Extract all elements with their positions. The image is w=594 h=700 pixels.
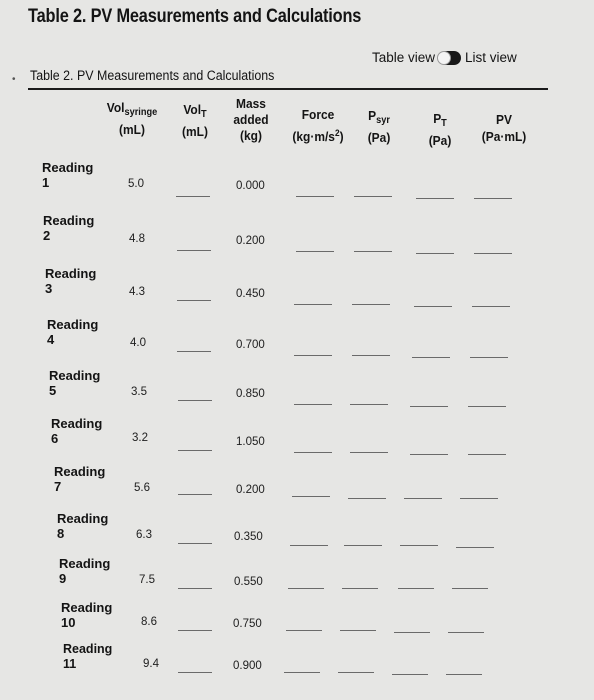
mass-value: 0.750 [233,618,262,630]
table-view-label[interactable]: Table view [372,50,436,65]
table-row [0,598,594,648]
header-mass-added: Mass added (kg) [233,96,269,143]
header-vol-t: Vol$_T$ (mL) [182,102,208,139]
table-row [0,315,594,365]
force-blank[interactable] [294,304,332,305]
view-toggle[interactable] [372,50,517,65]
row-label: Reading 1 [42,160,94,190]
header-pv: PV (Pa·mL) [481,112,527,144]
force-blank[interactable] [296,251,334,252]
page-title: Table 2. PV Measurements and Calculations [28,6,362,27]
pv-blank[interactable] [446,674,482,675]
p-syr-blank[interactable] [348,498,386,499]
vol-syringe-value: 3.5 [131,386,147,398]
vol-t-blank[interactable] [177,250,211,251]
pv-blank[interactable] [456,547,494,548]
vol-syringe-value: 4.0 [130,337,146,349]
table-row [0,642,594,692]
row-label: Reading 8 [57,511,109,541]
pv-blank[interactable] [460,498,498,499]
table-row [0,366,594,416]
force-blank[interactable] [292,496,330,497]
pv-blank[interactable] [474,253,512,254]
table-row [0,264,594,314]
vol-syringe-value: 6.3 [136,529,152,541]
vol-t-blank[interactable] [178,450,212,451]
row-label: Reading 4 [47,317,99,347]
mass-value: 1.050 [236,436,265,448]
force-blank[interactable] [284,672,320,673]
row-label: Reading 9 [59,556,111,586]
p-t-blank[interactable] [410,454,448,455]
p-t-blank[interactable] [404,498,442,499]
p-t-blank[interactable] [394,632,430,633]
force-blank[interactable] [294,452,332,453]
table-row [0,509,594,559]
vol-t-blank[interactable] [178,494,212,495]
vol-syringe-value: 5.0 [128,178,144,190]
header-p-syr: $P_{syr}$ (Pa) [367,108,391,145]
force-blank[interactable] [296,196,334,197]
table-row [0,158,594,208]
mass-value: 0.200 [236,484,265,496]
p-t-blank[interactable] [400,545,438,546]
list-view-label[interactable]: List view [465,50,517,65]
mass-value: 0.550 [234,576,263,588]
row-label: Reading 2 [43,213,95,243]
p-syr-blank[interactable] [340,630,376,631]
p-syr-blank[interactable] [350,404,388,405]
p-t-blank[interactable] [414,306,452,307]
mass-value: 0.450 [236,288,265,300]
vol-t-blank[interactable] [178,588,212,589]
vol-syringe-value: 4.3 [129,286,145,298]
vol-syringe-value: 8.6 [141,616,157,628]
header-vol-syringe: Vol$_{syringe}$ (mL) [106,100,158,137]
vol-syringe-value: 9.4 [143,658,159,670]
pv-blank[interactable] [448,632,484,633]
pv-blank[interactable] [470,357,508,358]
p-syr-blank[interactable] [342,588,378,589]
vol-t-blank[interactable] [178,543,212,544]
vol-syringe-value: 7.5 [139,574,155,586]
header-p-t: $P_T$ (Pa) [428,111,452,148]
force-blank[interactable] [294,355,332,356]
vol-syringe-value: 3.2 [132,432,148,444]
view-toggle-switch[interactable] [439,51,461,65]
vol-t-blank[interactable] [176,196,210,197]
p-t-blank[interactable] [392,674,428,675]
bullet-dot: • [12,74,16,85]
p-t-blank[interactable] [416,198,454,199]
pv-blank[interactable] [472,306,510,307]
row-label: Reading 11 [63,642,113,671]
vol-syringe-value: 5.6 [134,482,150,494]
pv-blank[interactable] [468,406,506,407]
vol-t-blank[interactable] [177,351,211,352]
vol-t-blank[interactable] [178,672,212,673]
vol-t-blank[interactable] [178,400,212,401]
header-force: Force $(kg\cdot m/s^2)$ [292,107,344,144]
p-t-blank[interactable] [412,357,450,358]
table-row [0,414,594,464]
force-blank[interactable] [290,545,328,546]
p-syr-blank[interactable] [344,545,382,546]
mass-value: 0.000 [236,180,265,192]
row-label: Reading 6 [51,416,103,446]
mass-value: 0.700 [236,339,265,351]
force-blank[interactable] [288,588,324,589]
vol-syringe-value: 4.8 [129,233,145,245]
caption-divider [28,88,548,90]
force-blank[interactable] [294,404,332,405]
mass-value: 0.900 [233,660,262,672]
vol-t-blank[interactable] [178,630,212,631]
row-label: Reading 7 [54,464,106,494]
mass-value: 0.850 [236,388,265,400]
row-label: Reading 10 [61,600,113,630]
pv-blank[interactable] [452,588,488,589]
p-syr-blank[interactable] [350,452,388,453]
pv-blank[interactable] [474,198,512,199]
mass-value: 0.350 [234,531,263,543]
pv-blank[interactable] [468,454,506,455]
table-row [0,554,594,604]
vol-t-blank[interactable] [177,300,211,301]
table-row [0,462,594,512]
table-row [0,211,594,261]
row-label: Reading 3 [45,266,97,296]
p-syr-blank[interactable] [354,196,392,197]
mass-value: 0.200 [236,235,265,247]
p-syr-blank[interactable] [352,355,390,356]
p-syr-blank[interactable] [352,304,390,305]
p-t-blank[interactable] [416,253,454,254]
p-syr-blank[interactable] [338,672,374,673]
force-blank[interactable] [286,630,322,631]
p-t-blank[interactable] [410,406,448,407]
table-caption: Table 2. PV Measurements and Calculations [30,68,275,83]
row-label: Reading 5 [49,368,101,398]
p-t-blank[interactable] [398,588,434,589]
p-syr-blank[interactable] [354,251,392,252]
